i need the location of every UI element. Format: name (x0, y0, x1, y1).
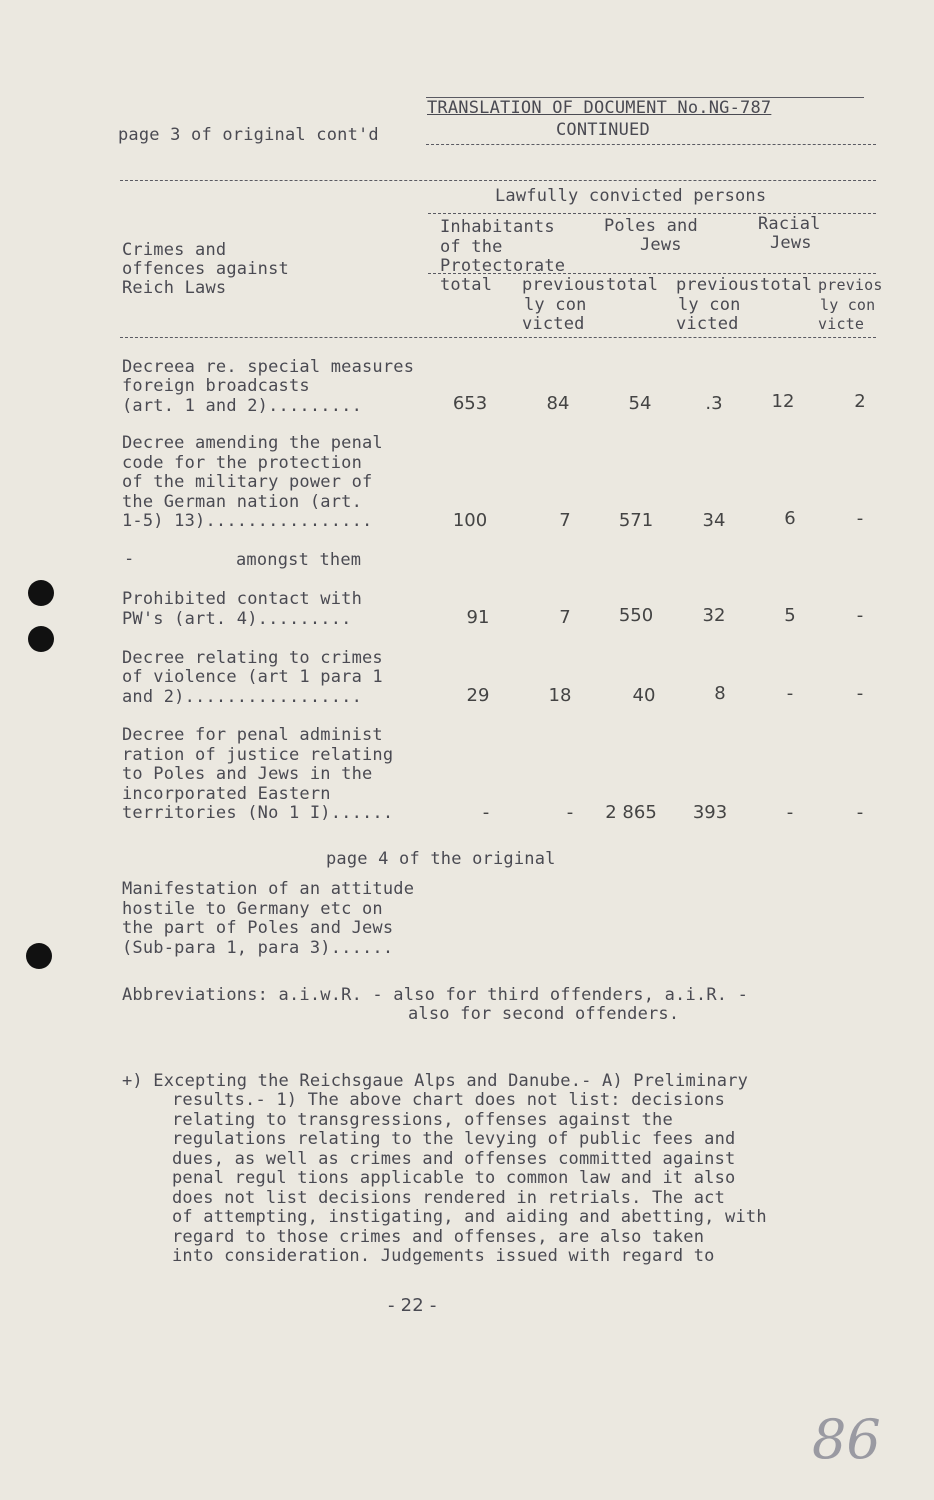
cell-value: - (786, 802, 794, 823)
cell-value: 40 (632, 685, 656, 706)
document-title: TRANSLATION OF DOCUMENT No.NG-787 (427, 98, 772, 118)
cell-value: 54 (628, 393, 652, 414)
cell-value: 5 (784, 605, 796, 626)
cell-value: 84 (546, 393, 570, 414)
subheader-total: total (760, 275, 813, 295)
col-group-poles-jews: Jews (640, 235, 682, 255)
row-label: (Sub-para 1, para 3)...... (122, 938, 394, 958)
cell-value: - (566, 802, 574, 823)
cell-value: 32 (702, 605, 726, 626)
punch-hole (28, 580, 54, 606)
group-header: Lawfully convicted persons (495, 186, 767, 206)
row-label: the German nation (art. (122, 492, 363, 512)
footnote-line: of attempting, instigating, and aiding and abetting, with (172, 1207, 767, 1227)
subheader-total: total (606, 275, 659, 295)
punch-hole (28, 626, 54, 652)
cell-value: 7 (559, 607, 571, 628)
subheader-total: total (440, 275, 493, 295)
cell-value: 2 865 (605, 802, 657, 823)
dash-marker: - (124, 549, 135, 569)
row-label: PW's (art. 4)......... (122, 609, 352, 629)
cell-value: 12 (771, 391, 795, 412)
row-label: Prohibited contact with (122, 589, 363, 609)
page-number: - 22 - (388, 1295, 437, 1316)
row-label: to Poles and Jews in the (122, 764, 373, 784)
footnote-line: into consideration. Judgements issued with regard to (172, 1246, 715, 1266)
cell-value: 6 (784, 508, 796, 529)
row-label: Decree for penal administ (122, 725, 383, 745)
col-group-protectorate: Protectorate (440, 256, 566, 276)
subheader-rule (428, 273, 876, 274)
subheader-prev: previous (676, 275, 760, 295)
footnote-line: penal regul tions applicable to common law and it also (172, 1168, 736, 1188)
abbreviations: also for second offenders. (408, 1004, 680, 1024)
row-label: (art. 1 and 2)......... (122, 396, 363, 416)
cell-value: - (786, 683, 794, 704)
handwritten-page-number: 86 (812, 1408, 881, 1471)
header-left: page 3 of original cont'd (118, 125, 379, 145)
cell-value: - (856, 508, 864, 529)
cell-value: 91 (466, 607, 490, 628)
cell-value: 393 (692, 802, 728, 823)
subheader-prev: victe (818, 315, 865, 333)
row-header-line: Crimes and (122, 240, 227, 260)
row-label: Decree amending the penal (122, 433, 383, 453)
row-label: code for the protection (122, 453, 363, 473)
row-label: 1-5) 13)................ (122, 511, 373, 531)
col-group-poles-jews: Poles and (604, 216, 698, 236)
row-label: foreign broadcasts (122, 376, 310, 396)
cell-value: 7 (559, 510, 571, 531)
row-label: and 2)................. (122, 687, 363, 707)
cell-value: 18 (548, 685, 572, 706)
subheader-prev: previos (818, 276, 883, 294)
col-group-protectorate: of the (440, 237, 503, 257)
cell-value: 571 (618, 510, 654, 531)
abbreviations: Abbreviations: a.i.w.R. - also for third offenders, a.i.R. - (122, 985, 749, 1005)
subheader-prev: ly con (524, 295, 587, 315)
cell-value: .3 (705, 393, 723, 414)
cell-value: - (856, 683, 864, 704)
footnote-line: does not list decisions rendered in retrials. The act (172, 1188, 726, 1208)
cell-value: - (856, 802, 864, 823)
cell-value: 8 (714, 683, 726, 704)
footnote-line: relating to transgressions, offenses against the (172, 1110, 673, 1130)
subheader-prev: victed (522, 314, 585, 334)
row-label: Manifestation of an attitude (122, 879, 415, 899)
col-group-racial-jews: Jews (770, 233, 812, 253)
row-label: of the military power of (122, 472, 373, 492)
subheader-prev: ly con (820, 296, 876, 314)
row-header-line: offences against (122, 259, 289, 279)
cell-value: 29 (466, 685, 490, 706)
col-group-racial-jews: Racial (758, 214, 821, 234)
cell-value: 653 (452, 393, 488, 414)
header-rule (426, 144, 876, 145)
cell-value: 550 (618, 605, 654, 626)
row-label: territories (No 1 I)...... (122, 803, 394, 823)
row-label: Decreea re. special measures (122, 357, 415, 377)
cell-value: 100 (452, 510, 488, 531)
table-top-rule (120, 180, 876, 181)
footnote-line: +) Excepting the Reichsgaue Alps and Danube.- A) Preliminary (122, 1071, 749, 1091)
row-label: incorporated Eastern (122, 784, 331, 804)
cell-value: 2 (854, 391, 866, 412)
cell-value: - (482, 802, 490, 823)
row-label: hostile to Germany etc on (122, 899, 383, 919)
footnote-line: dues, as well as crimes and offenses committed against (172, 1149, 736, 1169)
row-label: the part of Poles and Jews (122, 918, 394, 938)
cell-value: 34 (702, 510, 726, 531)
row-header-line: Reich Laws (122, 278, 227, 298)
subheader-prev: previous (522, 275, 606, 295)
footnote-line: results.- 1) The above chart does not list: decisions (172, 1090, 726, 1110)
header-rule (426, 97, 864, 98)
header-bottom-rule (120, 337, 876, 338)
row-label: of violence (art 1 para 1 (122, 667, 383, 687)
document-subtitle: CONTINUED (556, 120, 650, 140)
footnote-line: regard to those crimes and offenses, are also taken (172, 1227, 705, 1247)
row-label: ration of justice relating (122, 745, 394, 765)
col-group-protectorate: Inhabitants (440, 217, 555, 237)
cell-value: - (856, 605, 864, 626)
page-marker: page 4 of the original (326, 849, 556, 869)
punch-hole (26, 943, 52, 969)
subheader-prev: victed (676, 314, 739, 334)
subheader-prev: ly con (678, 295, 741, 315)
row-label: Decree relating to crimes (122, 648, 383, 668)
footnote-line: regulations relating to the levying of public fees and (172, 1129, 736, 1149)
amongst-them: amongst them (236, 550, 362, 570)
